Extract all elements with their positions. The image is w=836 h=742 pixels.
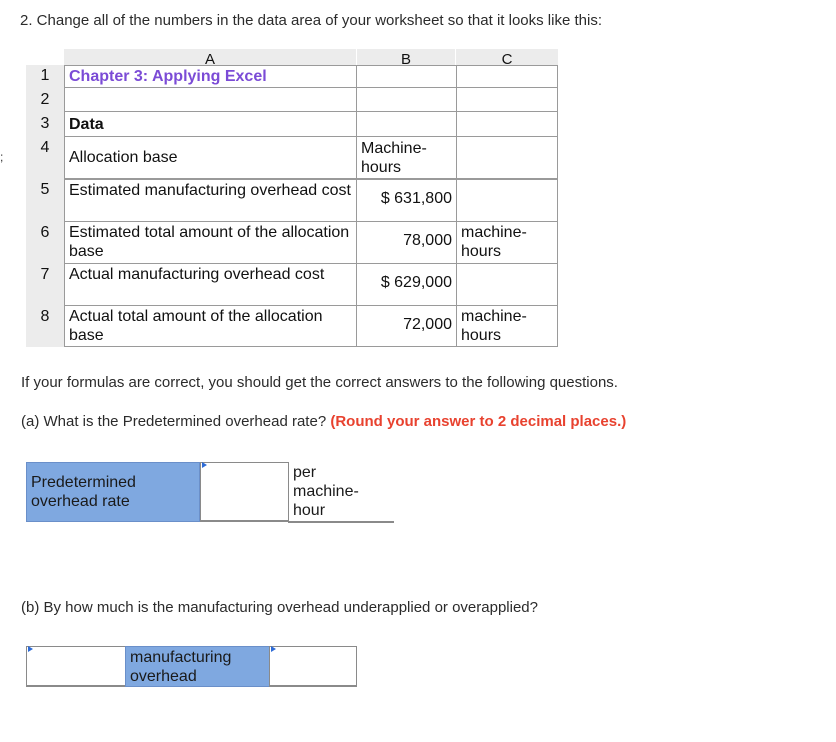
machine-hours-text: Machine-hours [361, 140, 427, 176]
manufacturing-overhead-label [125, 646, 271, 687]
row-number: 5 [26, 179, 64, 221]
intro-text: If your formulas are correct, you should get the correct answers to the following questions. [21, 374, 618, 391]
spreadsheet [26, 49, 558, 347]
cell-actual-base-unit[interactable] [456, 305, 558, 347]
question-b: (b) By how much is the manufacturing overhead underapplied or overapplied? [21, 599, 538, 616]
overhead-status-select[interactable] [269, 646, 357, 687]
cell-c1[interactable] [456, 65, 558, 88]
cell-c2[interactable] [456, 87, 558, 112]
cell-est-base-label[interactable]: Estimated total amount of the allocation base [64, 221, 357, 264]
cell-c5[interactable] [456, 179, 558, 222]
cell-est-base-unit[interactable] [456, 221, 558, 264]
unit-text: machine-hours [461, 224, 527, 260]
input-flag-icon [202, 462, 207, 468]
cell-b2[interactable] [356, 87, 457, 112]
row-number: 4 [26, 137, 64, 179]
cell-c3[interactable] [456, 111, 558, 137]
cell-actual-base-label[interactable]: Actual total amount of the allocation base [64, 305, 357, 347]
question-a [21, 413, 626, 430]
input-flag-icon [28, 646, 33, 652]
overhead-amount-input[interactable] [26, 646, 126, 687]
label-text: manufacturing overhead [130, 649, 232, 685]
row-number: 2 [26, 88, 64, 112]
cell-est-overhead-value[interactable]: $ 631,800 [356, 179, 457, 222]
rounding-hint: (Round your answer to 2 decimal places.) [330, 413, 627, 430]
row-number: 8 [26, 306, 64, 347]
cell-est-overhead-label[interactable]: Estimated manufacturing overhead cost [64, 179, 357, 222]
cell-est-base-value[interactable]: 78,000 [356, 221, 457, 264]
cell-c4[interactable] [456, 136, 558, 179]
rate-unit [288, 462, 394, 523]
cell-title[interactable]: Chapter 3: Applying Excel [64, 65, 357, 88]
cell-actual-base-value[interactable]: 72,000 [356, 305, 457, 347]
instruction-text: 2. Change all of the numbers in the data area of your worksheet so that it looks like this: [20, 12, 602, 29]
cell-c7[interactable] [456, 263, 558, 306]
column-header-a: A [64, 49, 356, 65]
predetermined-rate-label [26, 462, 200, 522]
row-number: 3 [26, 112, 64, 136]
unit-text: per machine-hour [293, 464, 359, 519]
column-header-c: C [456, 49, 558, 65]
row-number: 1 [26, 65, 64, 87]
label-text: Predetermined overhead rate [31, 474, 136, 510]
row-number: 7 [26, 264, 64, 306]
cell-actual-overhead-label[interactable]: Actual manufacturing overhead cost [64, 263, 357, 306]
cell-b3[interactable] [356, 111, 457, 137]
input-flag-icon [271, 646, 276, 652]
row-number: 6 [26, 222, 64, 264]
cell-data-heading[interactable]: Data [64, 111, 357, 137]
cell-actual-overhead-value[interactable]: $ 629,000 [356, 263, 457, 306]
side-mark: ; [0, 150, 4, 164]
cell-allocation-base-label[interactable]: Allocation base [64, 136, 357, 179]
column-header-b: B [357, 49, 455, 65]
cell-b1[interactable] [356, 65, 457, 88]
cell-allocation-base-value[interactable] [356, 136, 457, 179]
unit-text: machine-hours [461, 308, 527, 344]
predetermined-rate-input[interactable] [200, 462, 289, 522]
question-a-text: (a) What is the Predetermined overhead rate? [21, 413, 327, 430]
cell-a2[interactable] [64, 87, 357, 112]
